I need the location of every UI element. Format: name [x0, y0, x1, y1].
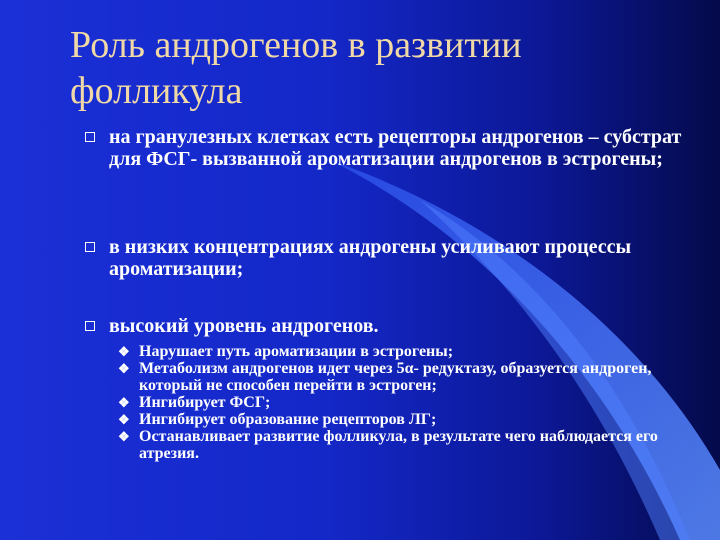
- sub-bullet-text: Ингибирует ФСГ;: [139, 394, 271, 411]
- bullet-text: на гранулезных клетках есть рецепторы андрогенов – субстрат для ФСГ- вызванной ароматизации андрогенов в эстрогены;: [109, 126, 682, 170]
- bullet-item: [85, 315, 695, 337]
- diamond-bullet-icon: ❖: [118, 361, 130, 376]
- bullet-item: [85, 126, 695, 170]
- sub-bullet-item: [115, 411, 695, 428]
- diamond-bullet-icon: ❖: [118, 412, 130, 427]
- sub-bullet-item: [115, 360, 695, 394]
- sub-bullet-item: [115, 394, 695, 411]
- sub-bullet-text: Останавливает развитие фолликула, в результате чего наблюдается его атрезия.: [139, 428, 658, 462]
- sub-bullet-item: [115, 428, 695, 462]
- sub-bullet-text: Ингибирует образование рецепторов ЛГ;: [139, 411, 437, 428]
- sub-bullet-list: [115, 343, 695, 462]
- bullet-item: [85, 236, 695, 280]
- bullet-text: высокий уровень андрогенов.: [109, 315, 379, 337]
- sub-bullet-text: Нарушает путь ароматизации в эстрогены;: [139, 343, 454, 360]
- sub-bullet-text: Метаболизм андрогенов идет через 5α- редуктазу, образуется андроген, который не способен перейти в эстроген;: [139, 360, 652, 394]
- diamond-bullet-icon: ❖: [118, 395, 130, 410]
- hollow-square-bullet-icon: [85, 242, 95, 252]
- slide-title: Роль андрогенов в развитии фолликула: [70, 24, 522, 112]
- hollow-square-bullet-icon: [85, 321, 95, 331]
- hollow-square-bullet-icon: [85, 132, 95, 142]
- diamond-bullet-icon: ❖: [118, 344, 130, 359]
- sub-bullet-item: [115, 343, 695, 360]
- bullet-text: в низких концентрациях андрогены усиливают процессы ароматизации;: [109, 236, 632, 280]
- diamond-bullet-icon: ❖: [118, 429, 130, 444]
